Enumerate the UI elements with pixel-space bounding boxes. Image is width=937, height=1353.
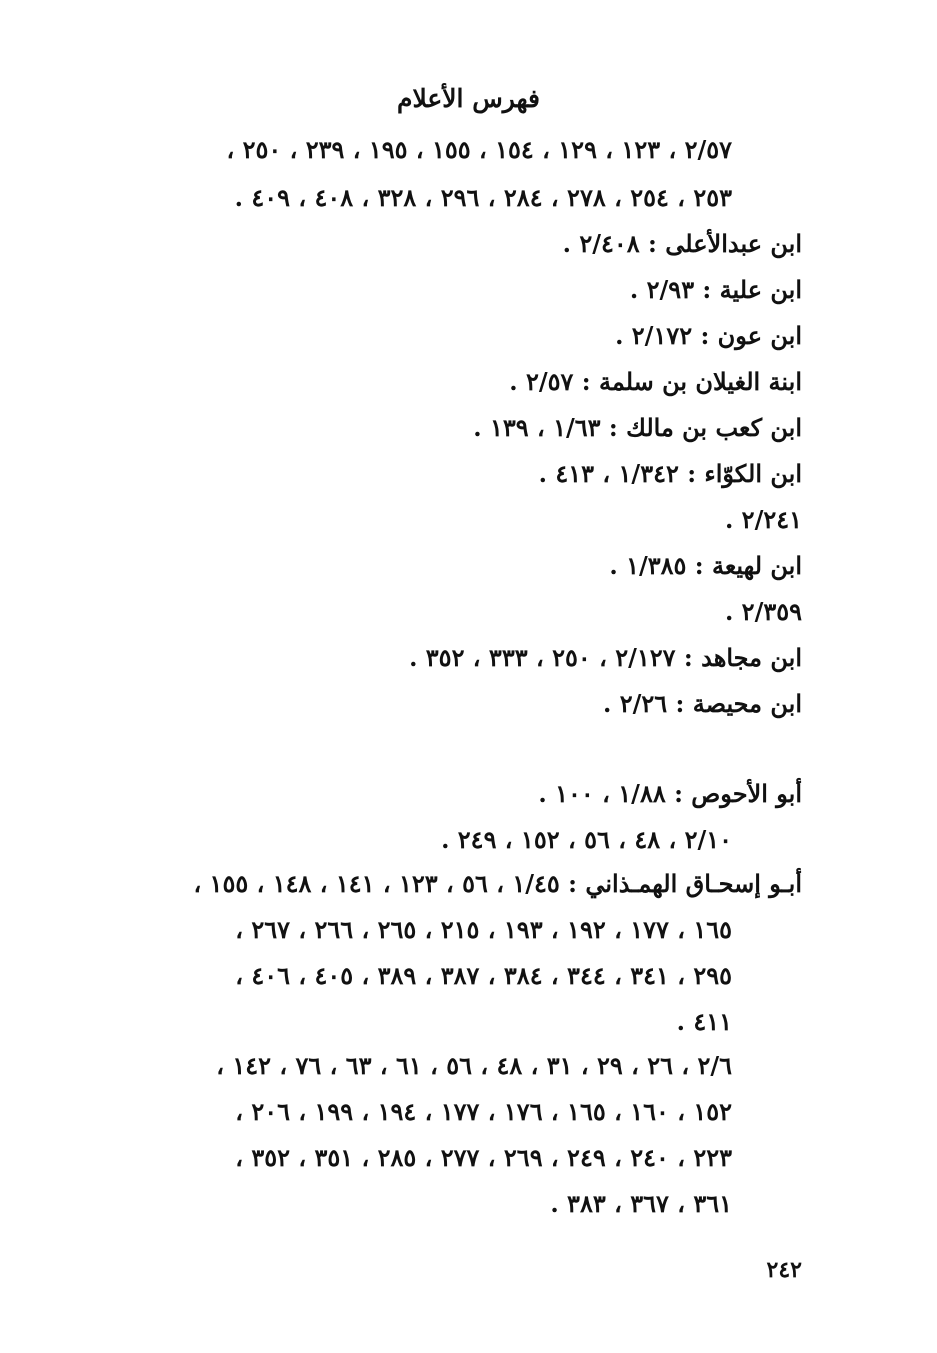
index-line: ١٦٥ ، ١٧٧ ، ١٩٢ ، ١٩٣ ، ٢١٥ ، ٢٦٥ ، ٢٦٦ ، ٢٦٧ ، — [235, 915, 732, 944]
index-line: ابن عون : ٢/١٧٢ . — [615, 321, 802, 350]
index-line: ٢/١٠ ، ٤٨ ، ٥٦ ، ١٥٢ ، ٢٤٩ . — [441, 825, 732, 854]
index-line: أبو الأحوص : ١/٨٨ ، ١٠٠ . — [538, 779, 802, 808]
index-line: ابن لهيعة : ١/٣٨٥ . — [609, 551, 802, 580]
index-line: ١٥٢ ، ١٦٠ ، ١٦٥ ، ١٧٦ ، ١٧٧ ، ١٩٤ ، ١٩٩ ، ٢٠٦ ، — [235, 1097, 732, 1126]
index-line: ابن محيصة : ٢/٢٦ . — [603, 689, 802, 718]
index-line: أبـو إسحـاق الهمـذاني : ١/٤٥ ، ٥٦ ، ١٢٣ ، ١٤١ ، ١٤٨ ، ١٥٥ ، — [193, 869, 802, 898]
index-line: ابن عبدالأعلى : ٢/٤٠٨ . — [562, 229, 802, 258]
index-line: ابن علية : ٢/٩٣ . — [629, 275, 802, 304]
index-line: ٢٢٣ ، ٢٤٠ ، ٢٤٩ ، ٢٦٩ ، ٢٧٧ ، ٢٨٥ ، ٣٥١ ، ٣٥٢ ، — [235, 1143, 732, 1172]
index-line: ابن كعب بن مالك : ١/٦٣ ، ١٣٩ . — [473, 413, 802, 442]
index-line: ابنة الغيلان بن سلمة : ٢/٥٧ . — [509, 367, 802, 396]
index-line: ٢/٥٧ ، ١٢٣ ، ١٢٩ ، ١٥٤ ، ١٥٥ ، ١٩٥ ، ٢٣٩ ، ٢٥٠ ، — [226, 135, 732, 164]
index-line: ابن مجاهد : ٢/١٢٧ ، ٢٥٠ ، ٣٣٣ ، ٣٥٢ . — [409, 643, 802, 672]
index-line: ٣٦١ ، ٣٦٧ ، ٣٨٣ . — [550, 1189, 732, 1218]
index-line: ٢٩٥ ، ٣٤١ ، ٣٤٤ ، ٣٨٤ ، ٣٨٧ ، ٣٨٩ ، ٤٠٥ ، ٤٠٦ ، — [235, 961, 732, 990]
page-header-title: فهرس الأعلام — [396, 84, 540, 113]
index-line: ٤١١ . — [676, 1007, 732, 1036]
index-line: ٢٥٣ ، ٢٥٤ ، ٢٧٨ ، ٢٨٤ ، ٢٩٦ ، ٣٢٨ ، ٤٠٨ ، ٤٠٩ . — [234, 183, 732, 212]
index-line: ابن الكوّاء : ١/٣٤٢ ، ٤١٣ . — [538, 459, 802, 488]
index-line: ٢/٦ ، ٢٦ ، ٢٩ ، ٣١ ، ٤٨ ، ٥٦ ، ٦١ ، ٦٣ ، ٧٦ ، ١٤٢ ، — [216, 1051, 732, 1080]
index-line: ٢/٣٥٩ . — [724, 597, 802, 626]
index-line: ٢/٢٤١ . — [724, 505, 802, 534]
page-number: ٢٤٢ — [766, 1257, 802, 1283]
